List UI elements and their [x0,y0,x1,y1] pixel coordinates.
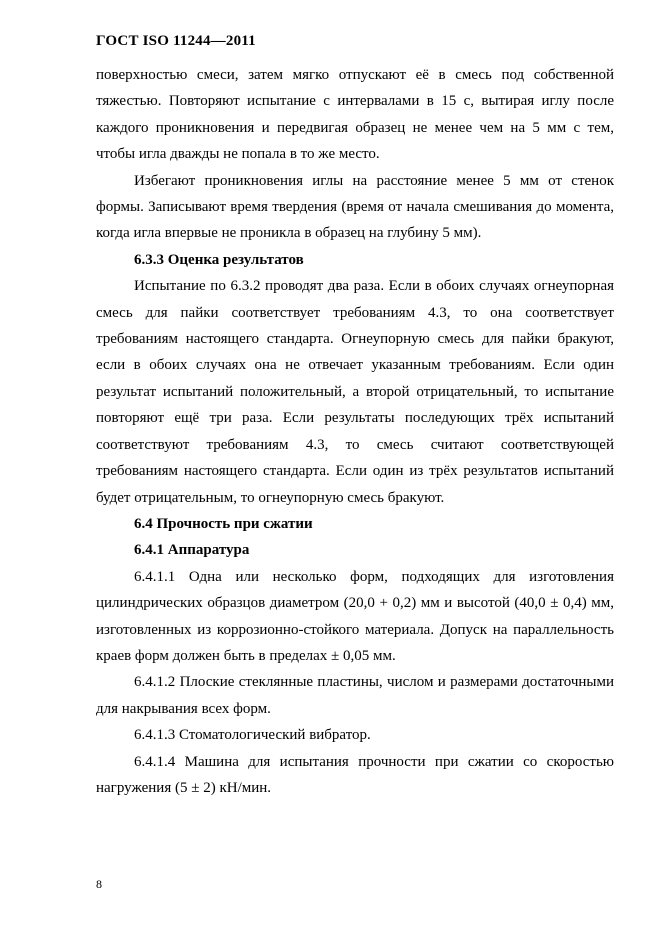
paragraph-6-4-1-2: 6.4.1.2 Плоские стеклянные пластины, числом и размерами достаточными для накрывания всех форм. [96,674,614,717]
paragraph-continuation: поверхностью смеси, затем мягко отпускают её в смесь под собственной тяжестью. Повторяют испытание с интервалами в 15 с, вытирая иглу после каждого проникновения и передвигая образец не менее чем на 5 мм с тем, чтобы игла дважды не попала в то же место. [96,67,614,163]
section-heading-6-4-1: 6.4.1 Аппаратура [134,542,250,559]
section-heading-6-3-3: 6.3.3 Оценка результатов [134,251,304,268]
paragraph-6-4-1-1: 6.4.1.1 Одна или несколько форм, подходящих для изготовления цилиндрических образцов диаметром (20,0 + 0,2) мм и высотой (40,0 ± 0,4) мм, изготовленных из коррозионно-стойкого материала. Допуск на параллельность краев форм должен быть в пределах ± 0,05 мм. [96,568,614,664]
paragraph-avoid-penetration: Избегают проникновения иглы на расстояние менее 5 мм от стенок формы. Записывают время твердения (время от начала смешивания до момента, когда игла впервые не проникла в образец на глубину 5 мм). [96,172,614,242]
paragraph-6-4-1-4: 6.4.1.4 Машина для испытания прочности при сжатии со скоростью нагружения (5 ± 2) кН/мин. [96,753,614,796]
document-body [96,62,614,801]
page-number: 8 [96,877,102,891]
paragraph-6-4-1-3: 6.4.1.3 Стоматологический вибратор. [134,727,371,744]
paragraph-evaluation: Испытание по 6.3.2 проводят два раза. Если в обоих случаях огнеупорная смесь для пайки соответствует требованиям 4.3, то она соответствует требованиям настоящего стандарта. Огнеупорную смесь для пайки бракуют, если в обоих случаях она не отвечает указанным требованиям. Если один результат испытаний положительный, а второй отрицательный, то испытание повторяют ещё три раза. Если результаты последующих трёх испытаний соответствуют требованиям 4.3, то смесь считают соответствующей требованиям настоящего стандарта. Если один из трёх результатов испытаний будет отрицательным, то огнеупорную смесь бракуют. [96,278,614,506]
document-code-header: ГОСТ ISO 11244—2011 [96,33,256,49]
section-heading-6-4: 6.4 Прочность при сжатии [134,515,313,532]
